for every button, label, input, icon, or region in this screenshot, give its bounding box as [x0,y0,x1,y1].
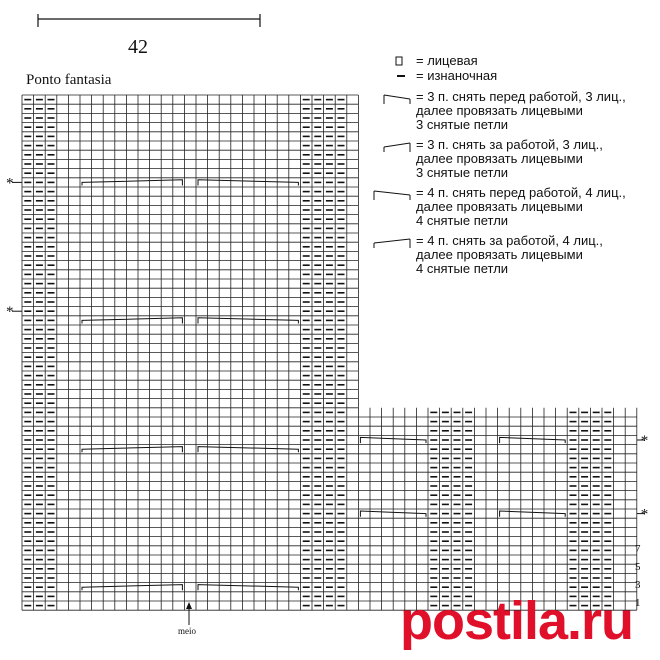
cable-4-front-icon [360,186,420,204]
legend-item-cable-3-front [360,90,656,132]
center-arrow [186,602,192,625]
repeat-marker-asterisk: * [6,175,14,192]
cable-stitch [198,447,298,453]
legend-text-cable-4-back-3: 4 снятые петли [416,261,509,276]
purl-stitch-icon [360,69,420,85]
legend-text-cable-3-front-2: далее провязать лицевыми [416,103,583,118]
legend-item-purl [360,69,656,84]
repeat-marker-asterisk: * [640,433,649,449]
legend-text-cable-4-front-1: = 4 п. снять перед работой, 4 лиц., [416,185,626,200]
knit-stitch-icon [360,54,420,70]
legend-text-knit: = лицевая [416,53,478,68]
legend-text-cable-3-back-1: = 3 п. снять за работой, 3 лиц., [416,137,603,152]
legend-text-cable-3-front-1: = 3 п. снять перед работой, 3 лиц., [416,89,626,104]
watermark: postila.ru [400,591,634,651]
legend-item-cable-4-front [360,186,656,228]
legend [360,54,656,276]
chart-title: Ponto fantasia [26,72,112,88]
row-number-3: 3 [635,579,641,591]
legend-text-cable-4-back-1: = 4 п. снять за работой, 4 лиц., [416,233,603,248]
legend-text-cable-4-back-2: далее провязать лицевыми [416,247,583,262]
cable-stitch [82,318,182,324]
legend-text-cable-4-front-2: далее провязать лицевыми [416,199,583,214]
legend-text-cable-3-front-3: 3 снятые петли [416,117,509,132]
chart-width-number: 42 [128,36,148,58]
repeat-marker-asterisk: * [640,506,649,523]
row-number-5: 5 [635,561,641,573]
cable-3-front-icon [360,90,420,108]
cable-stitch [82,447,182,453]
legend-item-cable-3-back [360,138,656,180]
cable-stitch [82,180,182,186]
cable-stitch [198,585,298,591]
cable-3-back-icon [360,138,420,156]
center-label: meio [178,626,196,636]
repeat-marker-asterisk: * [6,304,14,321]
legend-text-cable-4-front-3: 4 снятые петли [416,213,509,228]
center-arrow-head [186,602,192,609]
row-number-1: 1 [635,597,641,609]
legend-text-purl: = изнаночная [416,68,498,83]
legend-item-knit [360,54,656,69]
legend-item-cable-4-back [360,234,656,276]
cable-stitch [198,180,298,186]
row-number-7: 7 [635,543,641,555]
cable-4-back-icon [360,234,420,252]
cable-stitch [82,585,182,591]
legend-text-cable-3-back-3: 3 снятые петли [416,165,509,180]
legend-text-cable-3-back-2: далее провязать лицевыми [416,151,583,166]
cable-stitch [198,318,298,324]
